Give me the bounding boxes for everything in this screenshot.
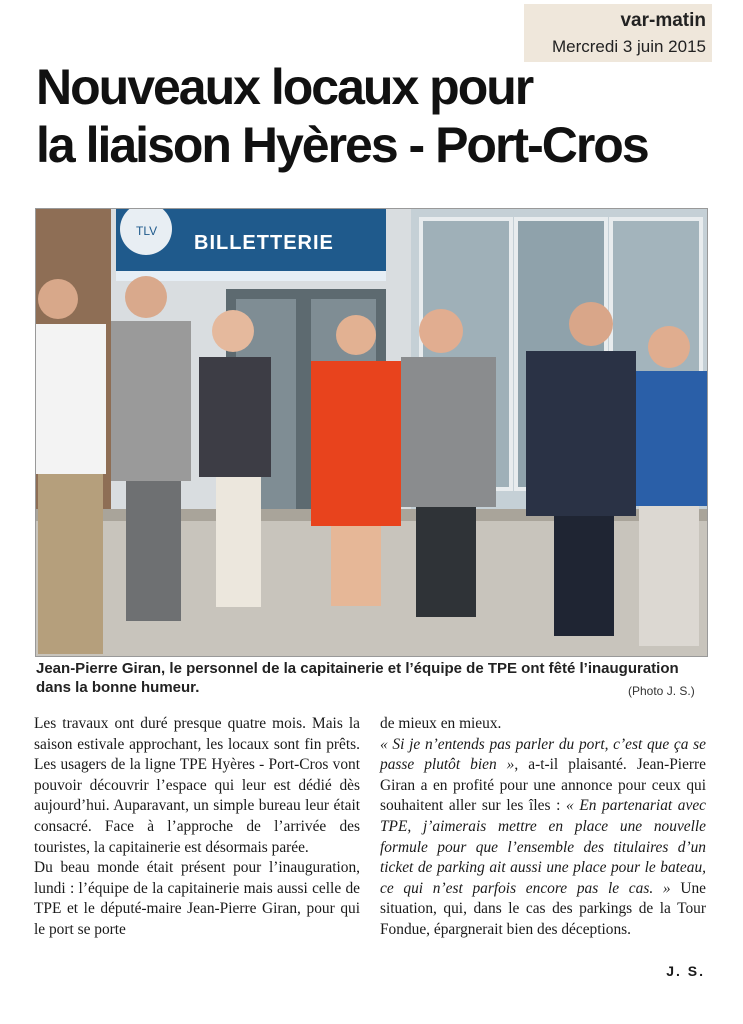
- sign-logo-text: TLV: [136, 224, 158, 238]
- article-paragraph-3: de mieux en mieux.: [380, 715, 502, 732]
- photo-credit: (Photo J. S.): [628, 684, 695, 698]
- person-7: [636, 326, 707, 646]
- article-paragraph-4: [380, 735, 706, 941]
- sign-billetterie: BILLETTERIE: [194, 232, 334, 254]
- photo-caption: Jean-Pierre Giran, le personnel de la capitainerie et l’équipe de TPE ont fêté l’inauguration dans la bonne humeur.: [36, 660, 679, 696]
- article-text-2: Une situation, qui, dans le cas des parkings de la Tour Fondue, épargnerait bien des déceptions.: [380, 879, 706, 938]
- author-signature: J. S.: [666, 963, 705, 979]
- headline: [36, 58, 648, 174]
- quote-2: « En partenariat avec TPE, j’aimerais mettre en place une nouvelle formule pour que l’ensemble des titulaires d’un ticket de parking ait aussi une place pour le bateau, ce qui n’est parfois encore pas le cas. »: [380, 797, 706, 897]
- quote-1: « Si je n’entends pas parler du port, c’est que ça se passe plutôt bien »: [380, 735, 706, 774]
- article-column-2: [380, 714, 706, 941]
- headline-line-2: la liaison Hyères - Port-Cros: [36, 117, 648, 173]
- masthead: [524, 4, 712, 62]
- article-text-1: , a-t-il plaisanté. Jean-Pierre Giran a en profité pour une annonce pour ceux qui souhaitent aller sur les îles :: [380, 756, 706, 815]
- publication-date: Mercredi 3 juin 2015: [551, 37, 706, 56]
- headline-line-1: Nouveaux locaux pour: [36, 59, 533, 115]
- publication-name: var-matin: [620, 10, 706, 31]
- group-photo: [35, 208, 708, 657]
- article-paragraph-2: Du beau monde était présent pour l’inauguration, lundi : l’équipe de la capitainerie mais aussi celle de TPE et le député-maire Jean-Pierre Giran, pour qui le port se porte: [34, 859, 360, 938]
- article-column-1: [34, 714, 360, 941]
- person-1: [36, 279, 106, 654]
- article-paragraph-1: Les travaux ont duré presque quatre mois. Mais la saison estivale approchant, les locaux sont fin prêts. Les usagers de la ligne TPE Hyères - Port-Cros vont pouvoir découvrir l’espace qui leur est dédié dès aujourd’hui. Auparavant, un simple bureau leur était consacré. Face à l’approche de l’arrivée des touristes, la capitainerie est désormais parée.: [34, 715, 360, 856]
- photo-illustration: [36, 209, 707, 656]
